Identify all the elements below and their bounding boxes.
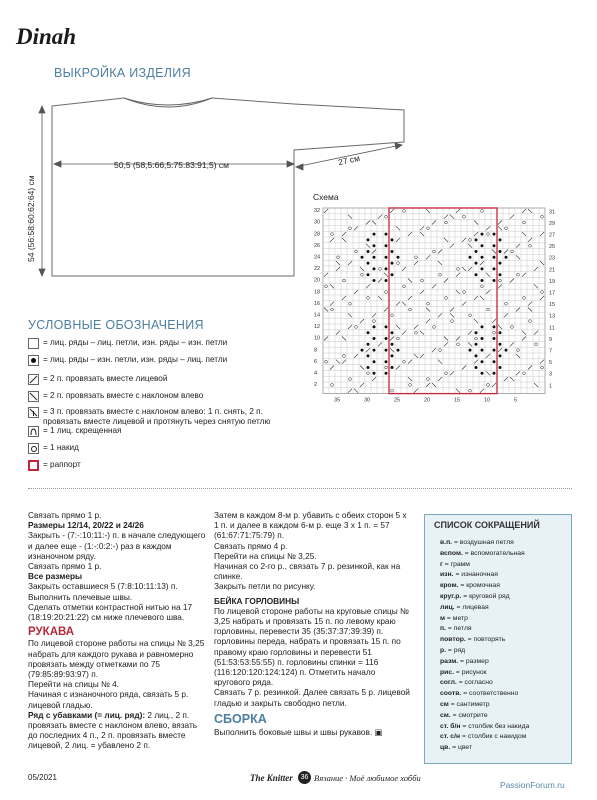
subheading-decrease-row: Ряд с убавками (= лиц. ряд): — [28, 709, 146, 720]
chart-row-number: 15 — [549, 302, 556, 309]
instructions-column-2: Затем в каждом 8-м р. убавить с обеих сторон 5 x 1 п. и далее в каждом 6-м р. еще 3 x 1 п. = 57 (61:67:71:75:79) п. Связать прямо 4 р. Перейти на спицы № 3,25. Начиная со 2-го р., связать 7 р. резинкой, как на спинке. Закрыть петли по рисунку. БЕЙКА ГОРЛОВИНЫ По лицевой стороне работы на круговые спицы № 3,25 набрать и провязать 15 п. по левому краю горловины, перевести 35 (35:37:37:39:39) п. горловины переда, набрать и провязать 15 п. по правому краю горловины и перевести 51 (51:53:53:55:55) п. горловины спинки = 116 (116:120:120:124:124) п. Отметить начало кругового ряда. Связать 7 р. резинкой. Далее связать 5 р. лицевой гладью и закрыть свободно петли. СБОРКА Выполнить боковые швы и швы рукавов. ▣ — [214, 510, 412, 737]
chart-row-number: 28 — [314, 231, 321, 238]
abbreviation-item: лиц. = лицевая — [440, 603, 489, 611]
chart-row-number: 23 — [549, 255, 556, 262]
issue-date: 05/2021 — [28, 773, 57, 782]
chart-row-number: 24 — [314, 254, 321, 261]
chart-row-number: 25 — [549, 244, 556, 251]
abbreviation-item: г = грамм — [440, 560, 470, 568]
chart-column-number: 15 — [454, 397, 461, 404]
chart-row-number: 31 — [549, 209, 556, 216]
sleeves-heading: РУКАВА — [28, 626, 75, 639]
end-mark-icon: ▣ — [374, 727, 383, 738]
chart-title: Схема — [313, 192, 339, 202]
knitting-chart — [313, 206, 556, 404]
chart-row-number: 16 — [314, 300, 321, 307]
chart-row-number: 9 — [549, 336, 553, 343]
chart-column-number: 25 — [394, 397, 401, 404]
chart-row-number: 8 — [314, 347, 318, 354]
chart-row-number: 17 — [549, 290, 556, 297]
abbreviation-item: ст. с/н = столбик с накидом — [440, 733, 527, 741]
chart-row-number: 29 — [549, 220, 556, 227]
abbreviation-item: в.п. = воздушная петля — [440, 539, 514, 546]
magazine-tagline: Вязание · Моё любимое хобби — [314, 773, 421, 783]
chart-row-number: 27 — [549, 232, 556, 239]
chart-row-number: 19 — [549, 278, 556, 285]
chart-row-number: 13 — [549, 313, 556, 320]
section-divider — [28, 488, 572, 489]
abbreviation-item: согл. = согласно — [440, 679, 493, 687]
subheading-all-sizes: Все размеры — [28, 571, 83, 582]
magazine-pattern-title: Dinah — [16, 24, 77, 49]
abbreviation-item: изн. = изнаночная — [440, 571, 498, 579]
legend-item-twisted: = 1 лиц. скрещенная — [28, 426, 122, 437]
chart-column-number: 35 — [334, 397, 341, 404]
chart-row-number: 32 — [314, 208, 321, 215]
chart-row-number: 12 — [314, 324, 321, 331]
abbreviation-item: соотв. = соответственно — [440, 690, 519, 698]
yarn-over-circle-icon — [28, 443, 39, 454]
knit-symbol-icon — [28, 338, 39, 349]
width-measure: 50,5 (58,5:66,5:75:83:91,5) см — [114, 160, 230, 170]
chart-row-number: 21 — [549, 267, 556, 274]
chart-row-number: 1 — [549, 383, 553, 390]
legend-item-k2tog: = 2 п. провязать вместе лицевой — [28, 374, 167, 385]
chart-column-number: 30 — [364, 397, 371, 404]
abbreviation-item: повтор. = повторять — [440, 636, 506, 644]
abbreviation-item: кром. = кромочная — [440, 582, 500, 590]
k2tog-slash-icon — [28, 374, 39, 385]
abbreviations-title: СПИСОК СОКРАЩЕНИЙ — [434, 520, 540, 530]
chart-row-number: 18 — [314, 289, 321, 296]
instructions-column-1: Связать прямо 1 р. Размеры 12/14, 20/22 и 24/26 Закрыть - (7:-:10:11:-) п. в начале следующего и далее еще - (1:-:0:2:-) раз в каждом изнаночном ряду. Связать прямо 1 р. Все размеры Закрыть оставшиеся 5 (7:8:10:11:13) п. Выполнить плечевые швы. Сделать отметки контрастной нитью на 17 (18:19:20:21:22) см ниже плечевого шва. РУКАВА По лицевой стороне работы на спицы № 3,25 набрать для каждого рукава и равномерно провязать между отметками по 75 (79:85:89:93:97) п. Перейти на спицы № 4. Начиная с изнаночного ряда, связать 5 р. лицевой гладью. Ряд с убавками (= лиц. ряд): 2 лиц., 2 п. провязать вместе с наклоном влево, вязать до последних 4 п., 2 п. провязать вместе лицевой, 2 лиц. = убавлено 2 п. — [28, 510, 206, 751]
abbreviation-item: цв. = цвет — [440, 744, 473, 752]
abbreviation-item: р. = ряд — [440, 647, 466, 654]
legend-heading: УСЛОВНЫЕ ОБОЗНАЧЕНИЯ — [28, 318, 204, 332]
subheading-sizes: Размеры 12/14, 20/22 и 24/26 — [28, 520, 144, 531]
chart-row-number: 26 — [314, 242, 321, 249]
chart-row-number: 2 — [314, 382, 318, 389]
repeat-box-icon — [28, 460, 39, 471]
chart-row-number: 4 — [314, 370, 318, 377]
chart-row-number: 7 — [549, 348, 553, 355]
chart-row-number: 3 — [549, 371, 553, 378]
chart-column-number: 20 — [424, 397, 431, 404]
chart-row-number: 14 — [314, 312, 321, 319]
legend-item-purl: = лиц. ряды – изн. петли, изн. ряды – лиц. петли — [28, 355, 227, 366]
abbreviation-item: разм. = размер — [440, 657, 489, 665]
abbreviation-item: м = метр — [440, 614, 468, 622]
assembly-heading: СБОРКА — [214, 711, 267, 726]
chart-row-number: 10 — [314, 335, 321, 342]
purl-dot-icon — [28, 355, 39, 366]
chart-column-number: 5 — [514, 397, 518, 404]
legend-item-sk2p: = 3 п. провязать вместе с наклоном влево: 1 п. снять, 2 п. провязать вместе лицевой и протянуть через снятую петлю — [28, 407, 298, 427]
chart-row-number: 5 — [549, 360, 553, 367]
abbreviation-item: рис. = рисунок — [440, 668, 487, 676]
height-measure: 54 (56:58:60:62:64) см — [26, 175, 36, 262]
chart-row-number: 20 — [314, 277, 321, 284]
abbreviation-item: круг.р. = круговой ряд — [440, 593, 510, 600]
chart-row-number: 30 — [314, 219, 321, 226]
legend-item-yarnover: = 1 накид — [28, 443, 79, 454]
abbreviation-item: ст. б/н = столбик без накида — [440, 722, 530, 730]
chart-row-number: 11 — [549, 325, 555, 332]
chart-row-number: 6 — [314, 358, 318, 365]
legend-item-ssk: = 2 п. провязать вместе с наклоном влево — [28, 391, 203, 402]
abbreviation-item: вспом. = вспомогательная — [440, 549, 525, 557]
chart-row-number: 22 — [314, 266, 321, 273]
pattern-heading: ВЫКРОЙКА ИЗДЕЛИЯ — [54, 66, 191, 80]
abbreviation-item: см. = смотрите — [440, 711, 488, 719]
abbreviation-item: п. = петля — [440, 625, 472, 633]
twisted-stitch-icon — [28, 426, 39, 437]
legend-item-knit: = лиц. ряды – лиц. петли, изн. ряды – изн. петли — [28, 338, 227, 349]
sk2p-icon — [28, 407, 39, 418]
ssk-backslash-icon — [28, 391, 39, 402]
sleeve-measure: 27 см — [337, 152, 361, 168]
neckband-heading: БЕЙКА ГОРЛОВИНЫ — [214, 595, 300, 606]
magazine-name: The Knitter — [250, 773, 293, 783]
chart-column-number: 10 — [484, 397, 491, 404]
legend-item-repeat: = раппорт — [28, 460, 81, 471]
abbreviation-item: см = сантиметр — [440, 701, 490, 708]
site-watermark: PassionForum.ru — [500, 780, 565, 790]
page-number: 36 — [298, 771, 311, 784]
